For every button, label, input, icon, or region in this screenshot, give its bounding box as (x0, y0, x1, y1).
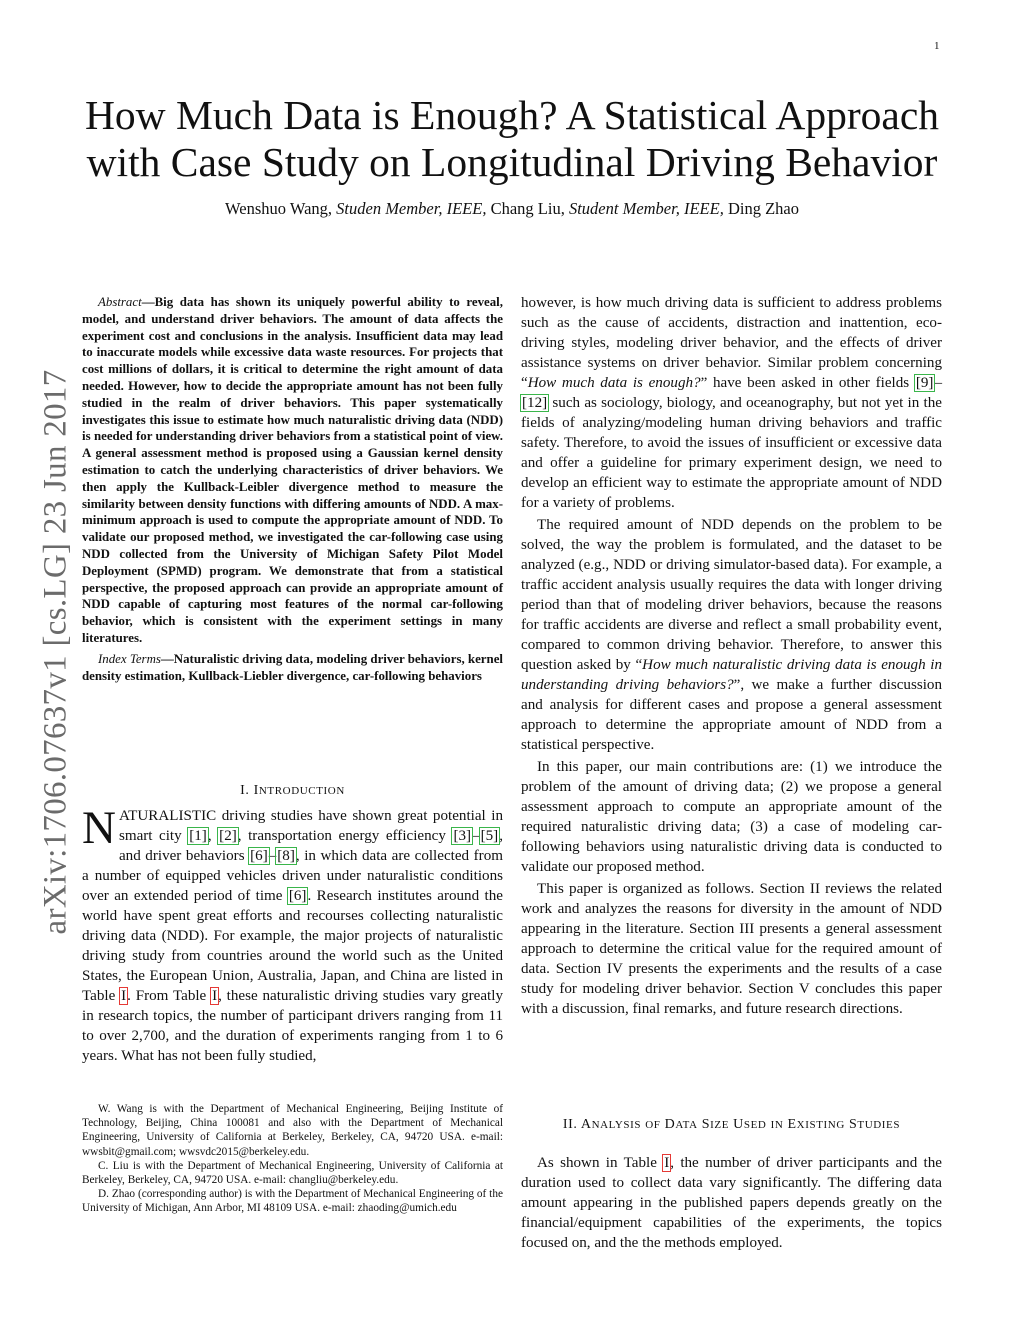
paper-title: How Much Data is Enough? A Statistical Approach with Case Study on Longitudinal Driving Behavior (84, 92, 940, 185)
citation-link[interactable]: [6] (288, 888, 307, 904)
paragraph-contributions: In this paper, our main contributions are: (1) we introduce the problem of the amount of driving data; (2) we propose a general assessment approach to compute an appropriate amount of the required naturalistic driving data; (3) a case of modeling car-following behaviors using naturalistic driving data is conducted to validate our proposed method. (521, 759, 942, 875)
abstract (82, 294, 503, 647)
citation-link[interactable]: [6] (250, 848, 268, 864)
footnote-wang: W. Wang is with the Department of Mechanical Engineering, Beijing Institute of Technology, Beijing, China 100081 and also with the Department of Mechanical Engineering, University of California at Berkeley, Berkeley, CA, 94720 USA. e-mail: wwsbit@gmail.com; wwsvdc2015@berkeley.edu. (82, 1103, 503, 1158)
intro-paragraph: NATURALISTIC driving studies have shown great potential in smart city [1], [2], transportation energy efficiency [3]–[5], and driver behaviors [6]–[8], in which data are collected from a number of equipped vehicles driven under naturalistic conditions over an extended period of time [6]. Research institutes around the world have spent great efforts and recourses collecting naturalistic driving data (NDD). For example, the major projects of naturalistic driving study from countries around the world such as the United States, the European Union, Australia, Japan, and China are listed in Table I. From Table I, these naturalistic driving studies vary greatly in research topics, the number of participant drivers ranging from 11 to over 2,700, and the duration of experiments ranging from 1 to 6 years. What has not been fully studied, (82, 802, 503, 1064)
footnotes (82, 1102, 503, 1216)
author-2-role: Student Member, IEEE, (568, 199, 724, 218)
arxiv-stamp: arXiv:1706.07637v1 [cs.LG] 23 Jun 2017 (37, 369, 74, 935)
index-terms (82, 651, 503, 685)
right-column-body (521, 293, 942, 1019)
author-1: Wenshuo Wang, (225, 199, 333, 218)
section-heading-introduction: I. INTRODUCTION (240, 783, 345, 798)
section2-paragraph: As shown in Table I, the number of driver participants and the duration used to collect data vary significantly. The differing data amount appearing in the published papers depends greatly on the financial/equipment capabilities of the experiments, the topics focused on, and the the methods employed. (521, 1155, 942, 1251)
citation-link[interactable]: [1] (189, 828, 207, 844)
paragraph-continuation: however, is how much driving data is sufficient to address problems such as the cause of accidents, distraction and inattention, eco-driving styles, modeling driver behavior, and the effects of driver assistance systems on driver behavior. Similar problem concerning “How much data is enough?” have been asked in other fields [9]–[12] such as sociology, biology, and oceanography, but not yet in the fields of analyzing/modeling human driving behaviors and traffic safety. Therefore, to avoid the issues of insufficient or excessive data and offer a guideline for primary experiment design, we need to develop an efficient way to estimate the appropriate amount of NDD for a variety of problems. (521, 295, 942, 511)
page-number: 1 (934, 40, 940, 52)
citation-link[interactable]: [12] (522, 395, 548, 411)
author-line (60, 199, 964, 219)
abstract-text: —Big data has shown its uniquely powerful ability to reveal, model, and understand driver behaviors. The amount of data affects the experiment cost and conclusions in the analysis. Insufficient data may lead to inaccurate models while excessive data waste resources. For projects that cost millions of dollars, it is critical to determine the right amount of data needed. However, how to decide the appropriate amount has not been fully studied in the realm of driver behaviors. This paper systematically investigates this issue to estimate how much naturalistic driving data (NDD) is needed for understanding driver behaviors from a statistical point of view. A general assessment method is proposed using a Gaussian kernel density estimation to catch the underlying characteristics of driver behaviors. We then apply the Kullback-Leibler divergence method to measure the similarity between density functions with differing amounts of NDD. A max-minimum approach is used to compute the appropriate amount of NDD. To validate our proposed method, we investigated the car-following case using NDD collected from the University of Michigan Safety Pilot Model Deployment (SPMD) program. We demonstrate that from a statistical perspective, the proposed approach can provide an appropriate amount of NDD capable of capturing most features of the normal car-following behavior, which is consistent with the experiment settings in many literatures. (82, 295, 503, 645)
citation-link[interactable]: [8] (277, 848, 295, 864)
author-1-role: Studen Member, IEEE, (336, 199, 487, 218)
introduction-body (82, 802, 503, 1066)
author-2: Chang Liu, (490, 199, 565, 218)
abstract-block (82, 294, 503, 684)
citation-link[interactable]: [3] (453, 828, 472, 844)
paragraph-organization: This paper is organized as follows. Section II reviews the related work and analyzes the reasons for diversity in the amount of NDD appearing in the literature. Section III presents a general assessment approach to determine the critical value for the required amount of data. Section IV presents the experiments and the results of a case study for modeling driver behavior. Section V concludes this paper with a discussion, final remarks, and future research directions. (521, 881, 942, 1017)
table-ref-link[interactable]: I (664, 1155, 670, 1171)
abstract-label: Abstract (98, 295, 142, 309)
table-ref-link[interactable]: I (121, 988, 127, 1004)
author-3: Ding Zhao (727, 199, 799, 218)
citation-link[interactable]: [9] (915, 375, 934, 391)
drop-cap: N (82, 802, 116, 854)
paragraph-required-amount: The required amount of NDD depends on the problem to be solved, the way the problem is formulated, and the dataset to be analyzed (e.g., NDD or driving simulator-based data). For example, a traffic accident analysis usually requires the data with longer driving period than that of modeling driver behaviors, because the reasons for traffic accidents are diverse and reflect a small probability event, compared to common driving behavior. Therefore, to answer this question asked by “How much naturalistic driving data is enough in understanding driving behaviors?”, we make a further discussion and analysis for different cases and propose a general assessment approach to determine the appropriate amount of NDD from a statistical perspective. (521, 517, 942, 753)
table-ref-link[interactable]: I (212, 988, 218, 1004)
footnote-liu: C. Liu is with the Department of Mechanical Engineering, University of California at Berkeley, Berkeley, CA, 94720 USA. e-mail: changliu@berkeley.edu. (82, 1159, 503, 1187)
citation-link[interactable]: [5] (480, 828, 499, 844)
section2-body (521, 1153, 942, 1253)
footnote-zhao: D. Zhao (corresponding author) is with the Department of Mechanical Engineering of the University of Michigan, Ann Arbor, MI 48109 USA. e-mail: zhaoding@umich.edu (82, 1188, 503, 1215)
index-terms-text: —Naturalistic driving data, modeling driver behaviors, kernel density estimation, Kullback-Liebler divergence, car-following behaviors (82, 651, 503, 683)
citation-link[interactable]: [2] (219, 828, 237, 844)
section-heading-analysis: II. ANALYSIS OF DATA SIZE USED IN EXISTING STUDIES (562, 1117, 901, 1132)
index-terms-label: Index Terms (98, 651, 161, 666)
